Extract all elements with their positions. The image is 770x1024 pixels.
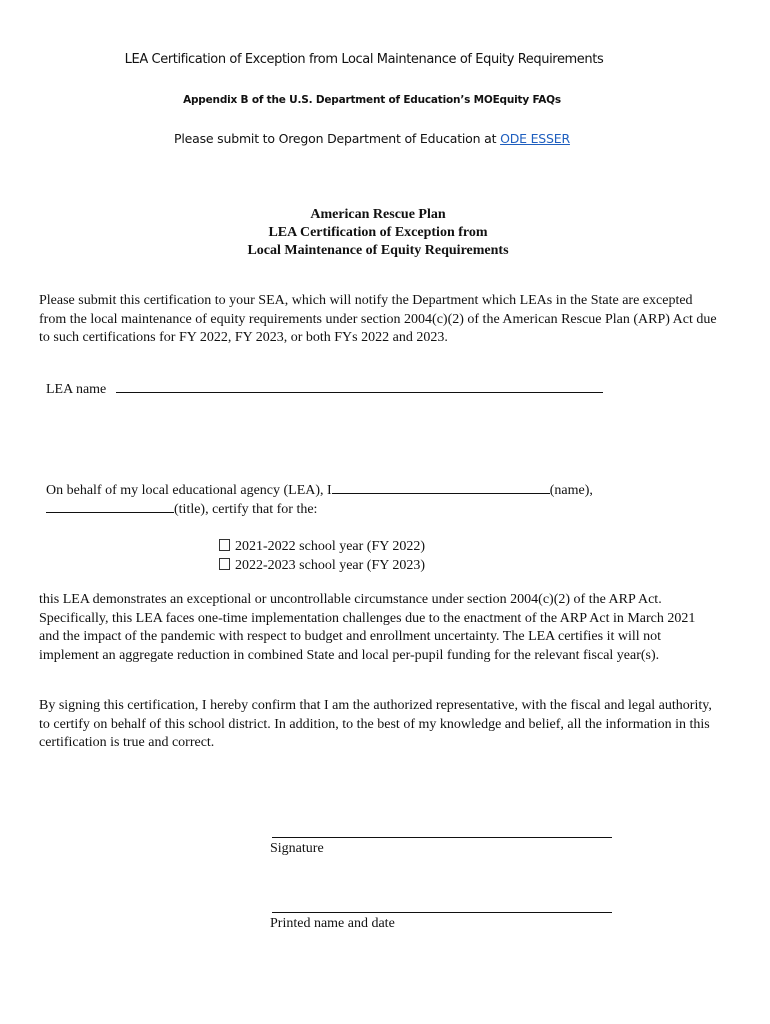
signature-label: Signature	[270, 841, 324, 856]
school-year-options	[219, 537, 425, 575]
fy2022-checkbox[interactable]	[219, 539, 230, 551]
lea-name-label: LEA name	[46, 382, 107, 397]
representative-name-field[interactable]	[332, 493, 550, 494]
behalf-prefix: On behalf of my local educational agency (LEA), I	[46, 483, 332, 498]
option-fy2023[interactable]	[219, 556, 425, 575]
lea-name-field[interactable]	[116, 392, 603, 393]
form-title-line-1: American Rescue Plan	[310, 207, 446, 222]
signature-line[interactable]	[272, 837, 612, 838]
option-fy2022[interactable]	[219, 537, 425, 556]
exception-statement: this LEA demonstrates an exceptional or uncontrollable circumstance under section 2004(c)(2) of the ARP Act. Specifically, this LEA faces one-time implementation challenges due to the enactment of the ARP Act in March 2021 and the impact of the pandemic with respect to budget and enrollment uncertainty. The LEA certifies it will not implement an aggregate reduction in combined State and local per-pupil funding for the relevant fiscal year(s).	[39, 592, 696, 663]
behalf-statement	[46, 481, 726, 519]
intro-paragraph: Please submit this certification to your SEA, which will notify the Department which LEAs in the State are excepted from the local maintenance of equity requirements under section 2004(c)(2) of the American Rescue Plan (ARP) Act due to such certifications for FY 2022, FY 2023, or both FYs 2022 and 2023.	[39, 293, 717, 345]
ode-esser-link[interactable]: ODE ESSER	[500, 131, 570, 146]
document-title: LEA Certification of Exception from Local Maintenance of Equity Requirements	[124, 52, 604, 67]
option-fy2023-label: 2022-2023 school year (FY 2023)	[235, 558, 426, 573]
appendix-subtitle: Appendix B of the U.S. Department of Education’s MOEquity FAQs	[183, 94, 561, 106]
printed-name-line[interactable]	[272, 912, 612, 913]
form-title-line-2: LEA Certification of Exception from	[268, 225, 488, 240]
behalf-name-suffix: (name),	[549, 483, 593, 498]
printed-name-label: Printed name and date	[270, 916, 395, 931]
submit-instruction-text: Please submit to Oregon Department of Education at	[174, 131, 501, 146]
lea-name-row	[46, 382, 603, 398]
form-title	[0, 206, 756, 260]
fy2023-checkbox[interactable]	[219, 558, 230, 570]
option-fy2022-label: 2021-2022 school year (FY 2022)	[235, 539, 426, 554]
behalf-title-suffix: (title), certify that for the:	[174, 502, 318, 517]
submit-instruction	[0, 131, 744, 146]
representative-title-field[interactable]	[46, 512, 174, 513]
signing-statement: By signing this certification, I hereby confirm that I am the authorized representative, with the fiscal and legal authority, to certify on behalf of this school district. In addition, to the best of my knowledge and belief, all the information in this certification is true and correct.	[39, 698, 712, 750]
form-title-line-3: Local Maintenance of Equity Requirements	[247, 243, 509, 258]
